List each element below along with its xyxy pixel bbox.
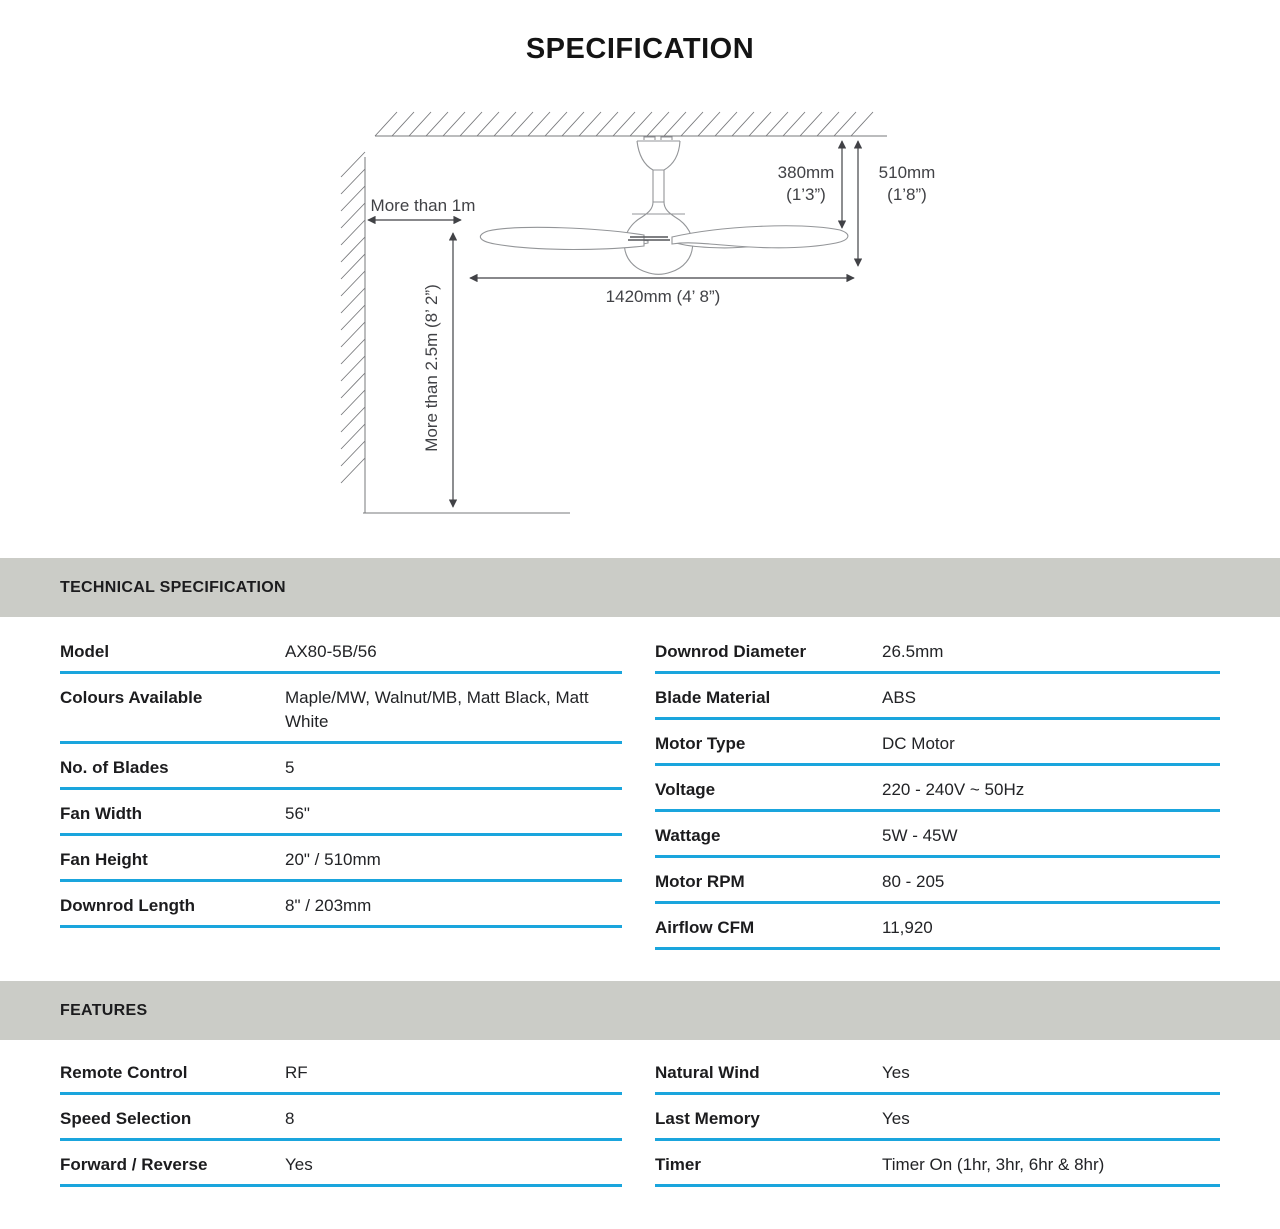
technical-spec-left-column	[60, 628, 622, 928]
features-left-column	[60, 1049, 622, 1187]
spec-label: Model	[60, 642, 110, 661]
wall-clearance-label: More than 1m	[370, 196, 476, 215]
spec-label: Natural Wind	[655, 1063, 760, 1082]
ceiling-fan-drawing	[480, 137, 848, 274]
dim-510-ft-label: (1’8”)	[887, 185, 927, 204]
spec-label: Downrod Length	[60, 896, 196, 915]
spec-label: Wattage	[655, 826, 721, 845]
dim-510-mm-label: 510mm	[878, 163, 936, 182]
spec-value: AX80-5B/56	[285, 642, 377, 661]
spec-row	[655, 674, 1220, 720]
spec-value: 26.5mm	[882, 642, 944, 661]
spec-value: Yes	[882, 1063, 910, 1082]
spec-value: ABS	[882, 688, 917, 707]
spec-row	[60, 628, 622, 674]
spec-row	[655, 812, 1220, 858]
spec-row	[655, 766, 1220, 812]
dim-380-ft-label: (1’3”)	[786, 185, 826, 204]
dim-380-mm-label: 380mm	[777, 163, 835, 182]
spec-label: Motor RPM	[655, 872, 745, 891]
spec-row	[60, 1141, 622, 1187]
spec-value: Yes	[882, 1109, 910, 1128]
spec-row	[655, 904, 1220, 950]
spec-label: Speed Selection	[60, 1109, 192, 1128]
spec-row	[655, 720, 1220, 766]
fan-dimension-diagram	[0, 0, 1280, 545]
spec-label: Airflow CFM	[655, 918, 755, 937]
spec-label: Forward / Reverse	[60, 1155, 208, 1174]
spec-label: Last Memory	[655, 1109, 760, 1128]
technical-spec-right-column	[655, 628, 1220, 950]
technical-specification-heading: TECHNICAL SPECIFICATION	[60, 578, 286, 596]
spec-row	[655, 628, 1220, 674]
spec-label: Fan Width	[60, 804, 142, 823]
spec-value: Timer On (1hr, 3hr, 6hr & 8hr)	[882, 1155, 1105, 1174]
spec-label: Remote Control	[60, 1063, 188, 1082]
wall-hatch	[341, 152, 365, 483]
spec-label: Fan Height	[60, 850, 148, 869]
ceiling-hatch	[375, 112, 873, 136]
spec-row	[60, 674, 622, 744]
spec-value: 220 - 240V ~ 50Hz	[882, 780, 1025, 799]
spec-label: No. of Blades	[60, 758, 169, 777]
spec-label: Voltage	[655, 780, 716, 799]
page-title: SPECIFICATION	[525, 33, 755, 65]
spec-value: RF	[285, 1063, 308, 1082]
spec-row	[60, 744, 622, 790]
spec-label: Colours Available	[60, 688, 203, 707]
spec-label: Motor Type	[655, 734, 746, 753]
spec-row	[60, 882, 622, 928]
spec-value: Yes	[285, 1155, 313, 1174]
spec-row	[60, 790, 622, 836]
floor-clearance-label: More than 2.5m (8’ 2”)	[422, 284, 441, 452]
spec-label: Timer	[655, 1155, 701, 1174]
spec-value: 80 - 205	[882, 872, 945, 891]
spec-row	[60, 836, 622, 882]
spec-row	[655, 858, 1220, 904]
spec-value: 20" / 510mm	[285, 850, 381, 869]
spec-row	[655, 1049, 1220, 1095]
spec-value: 5W - 45W	[882, 826, 958, 845]
spec-label: Downrod Diameter	[655, 642, 807, 661]
spec-row	[655, 1141, 1220, 1187]
fan-width-label: 1420mm (4’ 8”)	[605, 287, 721, 306]
spec-row	[60, 1049, 622, 1095]
spec-row	[60, 1095, 622, 1141]
spec-value: 11,920	[882, 918, 933, 937]
spec-value: 8" / 203mm	[285, 896, 372, 915]
features-right-column	[655, 1049, 1220, 1187]
features-header	[0, 981, 1280, 1040]
spec-value: 8	[285, 1109, 295, 1128]
spec-value: Maple/MW, Walnut/MB, Matt Black, Matt White	[285, 688, 589, 731]
spec-row	[655, 1095, 1220, 1141]
spec-value: 5	[285, 758, 295, 777]
features-heading: FEATURES	[60, 1001, 148, 1019]
spec-label: Blade Material	[655, 688, 771, 707]
spec-value: 56"	[285, 804, 310, 823]
spec-value: DC Motor	[882, 734, 955, 753]
technical-specification-header	[0, 558, 1280, 617]
